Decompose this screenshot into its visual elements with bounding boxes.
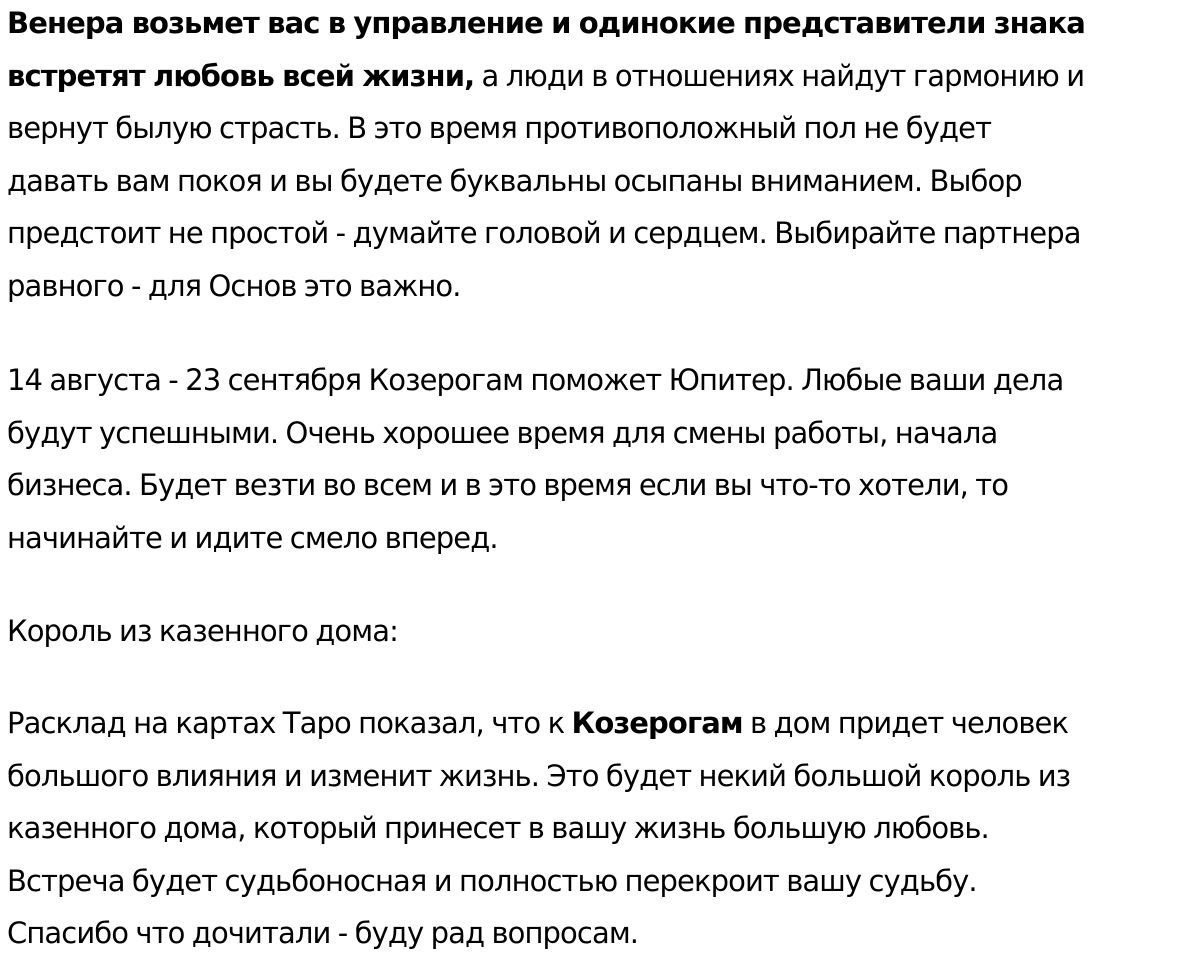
text-line: большого влияния и изменит жизнь. Это будет некий большой король из bbox=[7, 758, 1071, 793]
text-line bbox=[7, 0, 1199, 50]
text-fragment: Расклад на картах Таро показал, что к bbox=[7, 706, 572, 740]
text-line: казенного дома, который принесет в вашу жизнь большую любовь. bbox=[7, 811, 989, 845]
heading-text: Король из казенного дома: bbox=[7, 614, 398, 648]
text-line bbox=[7, 697, 1199, 750]
text-line: вернут былую страсть. В это время противоположный пол не будет bbox=[7, 111, 992, 145]
text-line: предстоит не простой - думайте головой и сердцем. Выбирайте партнера bbox=[7, 216, 1081, 250]
text-fragment: в дом придет человек bbox=[742, 706, 1069, 740]
text-line: Спасибо что дочитали - буду рад вопросам. bbox=[7, 916, 639, 950]
bold-text: встретят любовь всей жизни, bbox=[7, 58, 475, 93]
text-line: бизнеса. Будет везти во всем и в это время если вы что-то хотели, то bbox=[7, 468, 1009, 502]
text-line: Встреча будет судьбоносная и полностью перекроит вашу судьбу. bbox=[7, 863, 977, 898]
text-line: 14 августа - 23 сентября Козерогам поможет Юпитер. Любые ваши дела bbox=[7, 363, 1064, 397]
bold-text: Козерогам bbox=[571, 706, 743, 740]
text-line: будут успешными. Очень хорошее время для смены работы, начала bbox=[7, 415, 998, 450]
text-line: давать вам покоя и вы будете буквальны осыпаны вниманием. Выбор bbox=[7, 163, 1022, 198]
text-line: начинайте и идите смело вперед. bbox=[7, 520, 498, 555]
paragraph-tarot bbox=[7, 697, 1199, 960]
text-line bbox=[7, 50, 1199, 103]
section-heading bbox=[7, 605, 1199, 658]
bold-text: Венера возьмет вас в управление и одинокие представители знака bbox=[7, 6, 1085, 40]
text-fragment: а люди в отношениях найдут гармонию и bbox=[474, 58, 1085, 93]
text-line: равного - для Основ это важно. bbox=[7, 268, 461, 303]
paragraph-jupiter bbox=[7, 354, 1199, 564]
paragraph-venus bbox=[7, 0, 1199, 312]
